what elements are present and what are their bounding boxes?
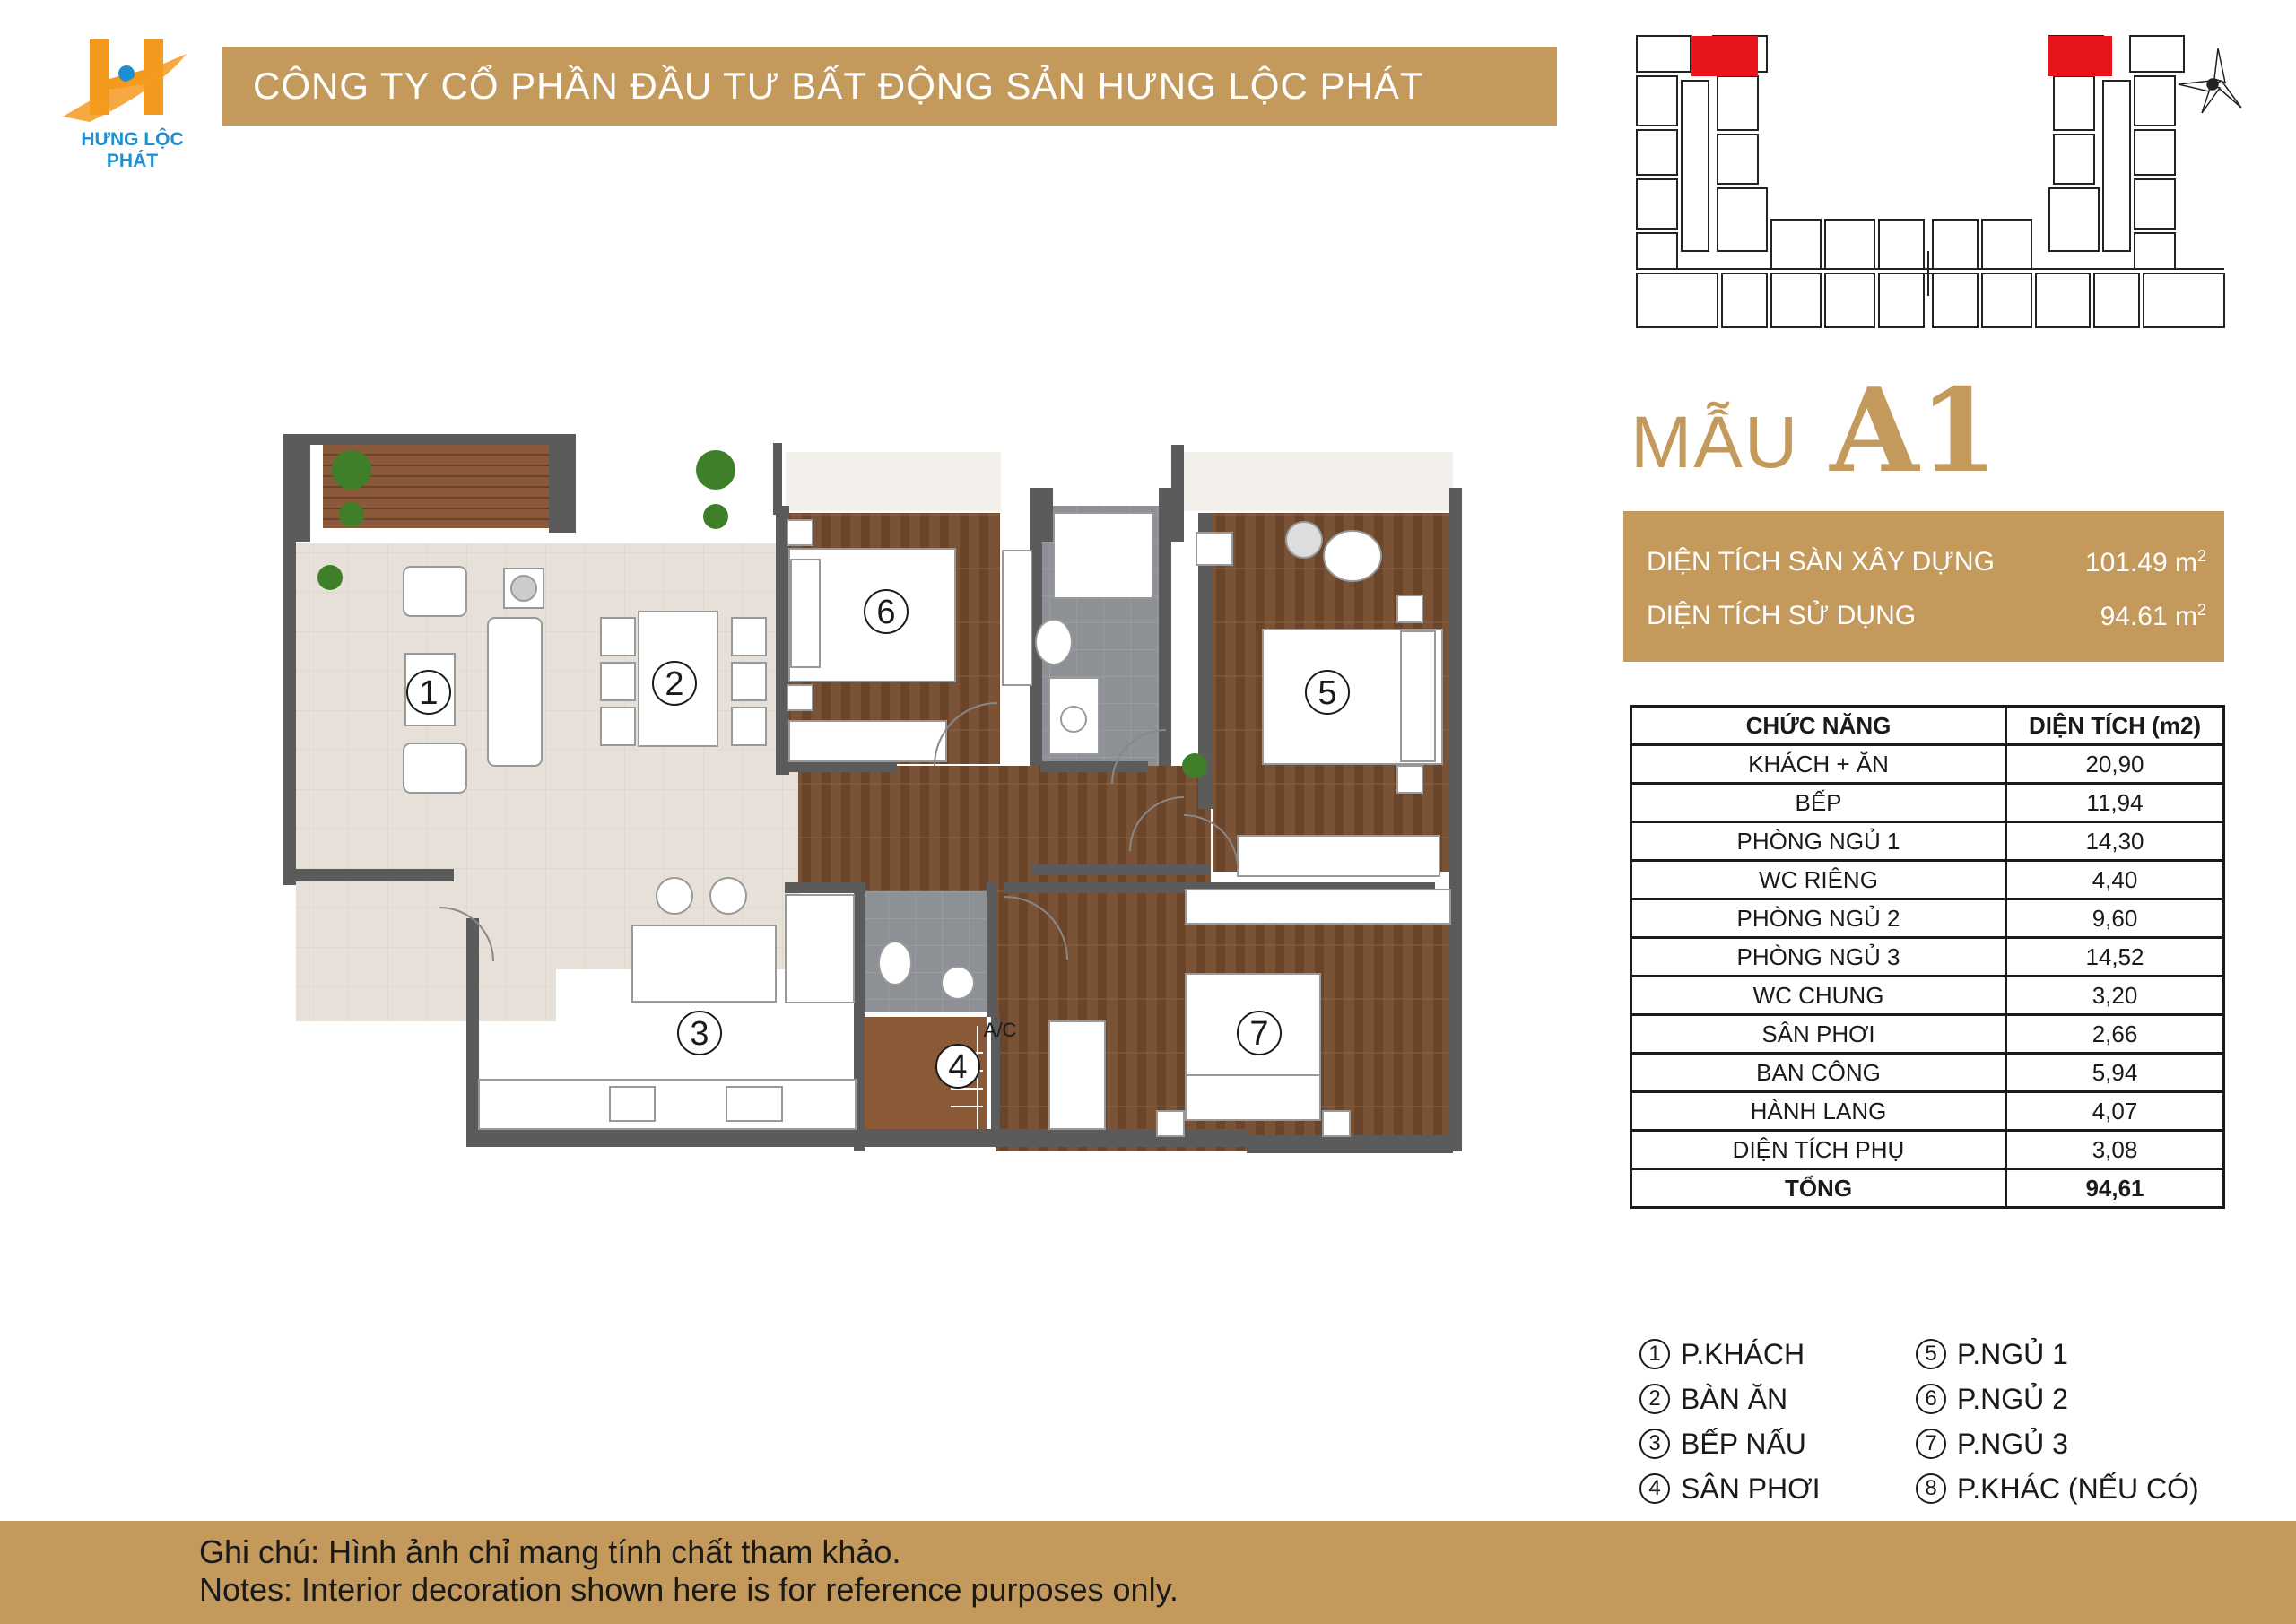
table-row xyxy=(1631,899,2224,938)
legend-number-icon: 4 xyxy=(1639,1473,1670,1504)
table-cell-function: HÀNH LANG xyxy=(1631,1092,2006,1131)
legend-number-icon: 2 xyxy=(1639,1384,1670,1414)
table-cell-function: BAN CÔNG xyxy=(1631,1054,2006,1092)
built-area-row xyxy=(1647,540,2206,585)
table-row xyxy=(1631,1054,2224,1092)
built-area-label: DIỆN TÍCH SÀN XÂY DỰNG xyxy=(1647,547,1995,577)
table-total-label: TỔNG xyxy=(1631,1169,2006,1208)
room-label-4: 4 xyxy=(948,1048,968,1086)
used-area-label: DIỆN TÍCH SỬ DỤNG xyxy=(1647,601,1917,630)
room-marker-1 xyxy=(407,671,450,714)
model-prefix: MẪU xyxy=(1631,402,1800,483)
table-row xyxy=(1631,745,2224,784)
legend-number-icon: 3 xyxy=(1639,1429,1670,1459)
table-cell-function: PHÒNG NGỦ 3 xyxy=(1631,938,2006,977)
company-name: CÔNG TY CỔ PHẦN ĐẦU TƯ BẤT ĐỘNG SẢN HƯNG LỘC PHÁT xyxy=(253,65,1424,107)
room-label-6: 6 xyxy=(876,594,896,631)
table-row xyxy=(1631,822,2224,861)
logo-brand-text: HƯNG LỘC PHÁT xyxy=(81,129,184,171)
footer-note-bar xyxy=(0,1521,2296,1624)
legend-number-icon: 7 xyxy=(1916,1429,1946,1459)
model-title xyxy=(1631,363,1999,499)
legend-number-icon: 1 xyxy=(1639,1339,1670,1369)
room-marker-2 xyxy=(653,662,696,705)
highlight-unit-right xyxy=(2048,36,2112,76)
table-cell-function: WC CHUNG xyxy=(1631,977,2006,1015)
legend-item xyxy=(1639,1379,1787,1419)
legend-item xyxy=(1916,1469,2199,1508)
used-area-unit-sup: 2 xyxy=(2196,600,2206,619)
table-cell-function: WC RIÊNG xyxy=(1631,861,2006,899)
table-cell-function: DIỆN TÍCH PHỤ xyxy=(1631,1131,2006,1169)
legend-number-icon: 5 xyxy=(1916,1339,1946,1369)
legend-item xyxy=(1916,1334,2068,1374)
table-header-area: DIỆN TÍCH (m2) xyxy=(2006,707,2224,745)
table-row xyxy=(1631,1015,2224,1054)
table-row xyxy=(1631,977,2224,1015)
table-cell-function: KHÁCH + ĂN xyxy=(1631,745,2006,784)
company-logo xyxy=(54,34,211,171)
room-legend xyxy=(1639,1334,2267,1514)
table-cell-area: 2,66 xyxy=(2006,1015,2224,1054)
table-header-function: CHỨC NĂNG xyxy=(1631,707,2006,745)
built-area-value: 101.49 m xyxy=(2084,547,2197,578)
room-marker-4 xyxy=(936,1045,979,1088)
footer-note-vi: Ghi chú: Hình ảnh chỉ mang tính chất tham khảo. xyxy=(199,1533,901,1570)
table-cell-area: 14,52 xyxy=(2006,938,2224,977)
table-row xyxy=(1631,1092,2224,1131)
table-row xyxy=(1631,1131,2224,1169)
room-marker-3 xyxy=(678,1012,721,1055)
function-area-table xyxy=(1630,705,2225,1209)
room-marker-7 xyxy=(1238,1012,1281,1055)
bedroom-2-window-strip xyxy=(786,452,1001,511)
table-cell-area: 20,90 xyxy=(2006,745,2224,784)
area-summary-box xyxy=(1623,511,2224,662)
table-cell-area: 4,07 xyxy=(2006,1092,2224,1131)
table-header-row xyxy=(1631,707,2224,745)
table-cell-area: 14,30 xyxy=(2006,822,2224,861)
footer-note-en: Notes: Interior decoration shown here is for reference purposes only. xyxy=(199,1571,1178,1608)
model-code: A1 xyxy=(1830,364,1999,499)
used-area-row xyxy=(1647,594,2206,638)
table-row xyxy=(1631,861,2224,899)
legend-item xyxy=(1916,1379,2068,1419)
legend-label: P.NGỦ 1 xyxy=(1957,1337,2068,1370)
room-label-2: 2 xyxy=(665,665,684,703)
room-label-1: 1 xyxy=(419,674,439,712)
table-row xyxy=(1631,784,2224,822)
table-total-value: 94,61 xyxy=(2006,1169,2224,1208)
legend-number-icon: 6 xyxy=(1916,1384,1946,1414)
ac-label: A/C xyxy=(983,1019,1017,1041)
room-marker-5 xyxy=(1306,671,1349,714)
table-cell-function: SÂN PHƠI xyxy=(1631,1015,2006,1054)
legend-label: P.KHÁCH xyxy=(1681,1337,1805,1370)
table-row xyxy=(1631,938,2224,977)
used-area-value-wrap xyxy=(2100,601,2206,632)
legend-item xyxy=(1639,1334,1805,1374)
table-cell-function: PHÒNG NGỦ 1 xyxy=(1631,822,2006,861)
room-label-3: 3 xyxy=(690,1015,709,1053)
table-cell-function: PHÒNG NGỦ 2 xyxy=(1631,899,2006,938)
legend-label: P.NGỦ 2 xyxy=(1957,1382,2068,1415)
floor-plan xyxy=(269,434,1462,1174)
legend-item xyxy=(1916,1424,2068,1463)
table-total-row xyxy=(1631,1169,2224,1208)
used-area-value: 94.61 m xyxy=(2100,601,2197,631)
table-cell-area: 9,60 xyxy=(2006,899,2224,938)
company-banner xyxy=(222,47,1557,126)
compass-icon xyxy=(2175,45,2247,117)
site-plan-thumbnail xyxy=(1628,27,2238,336)
legend-label: P.KHÁC (NẾU CÓ) xyxy=(1957,1472,2199,1505)
legend-label: BÀN ĂN xyxy=(1681,1382,1788,1415)
built-area-unit-sup: 2 xyxy=(2196,546,2206,565)
table-cell-area: 5,94 xyxy=(2006,1054,2224,1092)
legend-label: BẾP NẤU xyxy=(1681,1427,1806,1460)
legend-item xyxy=(1639,1424,1806,1463)
table-cell-area: 4,40 xyxy=(2006,861,2224,899)
legend-label: SÂN PHƠI xyxy=(1681,1472,1821,1505)
room-label-7: 7 xyxy=(1249,1015,1269,1053)
room-marker-6 xyxy=(865,590,908,633)
table-cell-area: 11,94 xyxy=(2006,784,2224,822)
legend-item xyxy=(1639,1469,1820,1508)
table-cell-area: 3,20 xyxy=(2006,977,2224,1015)
logo-mark-icon xyxy=(54,34,211,129)
table-cell-function: BẾP xyxy=(1631,784,2006,822)
room-label-5: 5 xyxy=(1318,674,1337,712)
highlight-unit-left xyxy=(1691,36,1758,76)
legend-label: P.NGỦ 3 xyxy=(1957,1427,2068,1460)
built-area-value-wrap xyxy=(2085,547,2206,578)
legend-number-icon: 8 xyxy=(1916,1473,1946,1504)
bedroom-1-window-strip xyxy=(1184,452,1453,511)
table-cell-area: 3,08 xyxy=(2006,1131,2224,1169)
